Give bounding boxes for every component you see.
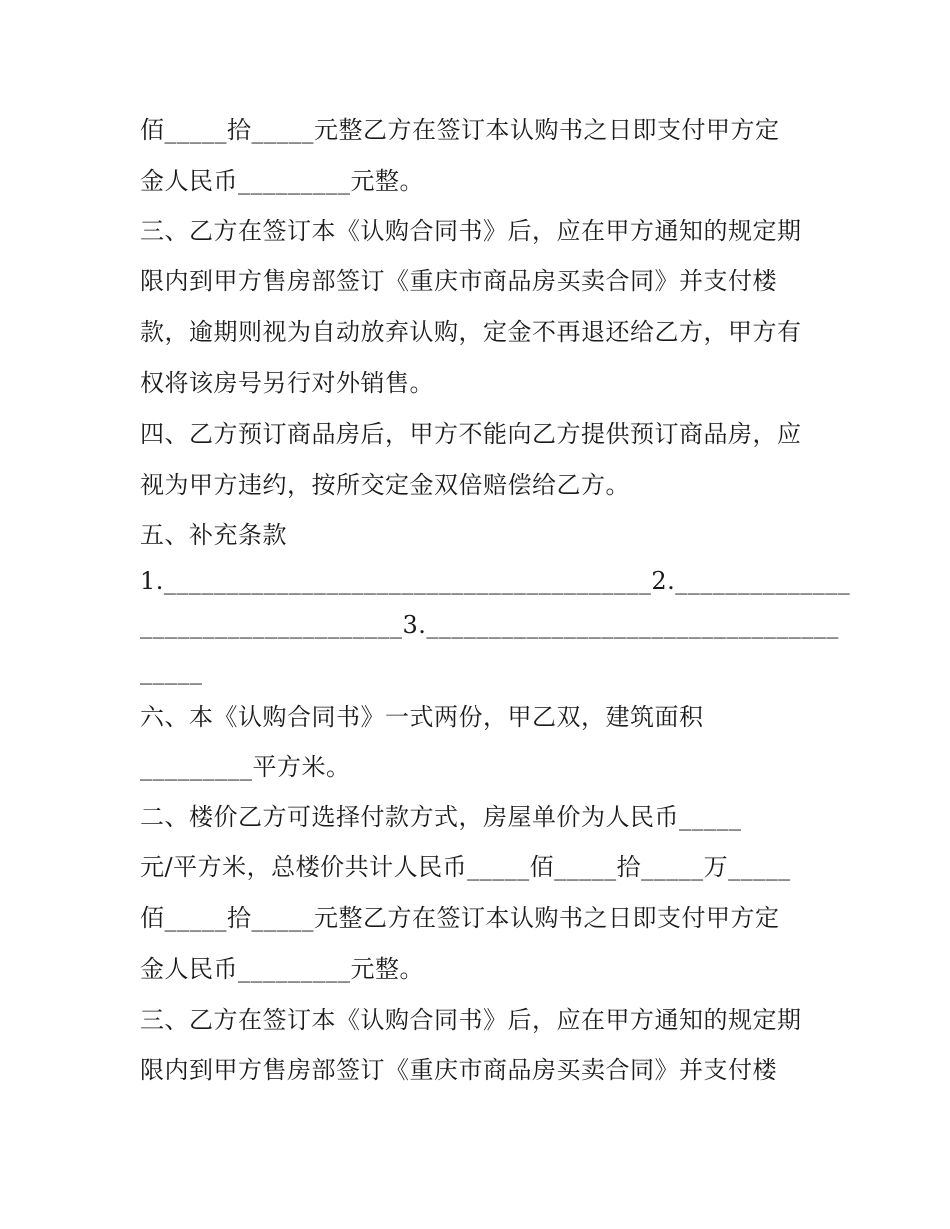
text-line: _________平方米。 [140,753,351,781]
text-line: _____ [140,657,203,685]
text-line: 佰_____拾_____元整乙方在签订本认购书之日即支付甲方定 [140,116,780,144]
text-line: 视为甲方违约，按所交定金双倍赔偿给乙方。 [140,471,630,499]
text-line: 权将该房号另行对外销售。 [140,369,434,397]
text-line: 金人民币_________元整。 [140,167,424,195]
text-line: 六、本《认购合同书》一式两份，甲乙双，建筑面积 [140,703,704,731]
text-line: 元/平方米，总楼价共计人民币_____佰_____拾_____万_____ [140,853,791,881]
text-line: 四、乙方预订商品房后，甲方不能向乙方提供预订商品房，应 [140,420,802,448]
text-line: 金人民币_________元整。 [140,955,424,983]
text-line: 1._______________________________________2.______________ [140,567,851,595]
text-line: 款，逾期则视为自动放弃认购，定金不再退还给乙方，甲方有 [140,318,802,346]
section-heading: 五、补充条款 [140,521,287,549]
text-line: _____________________3._________________________________ [140,611,839,639]
text-line: 佰_____拾_____元整乙方在签订本认购书之日即支付甲方定 [140,904,780,932]
text-line: 三、乙方在签订本《认购合同书》后，应在甲方通知的规定期 [140,217,802,245]
text-line: 三、乙方在签订本《认购合同书》后，应在甲方通知的规定期 [140,1006,802,1034]
text-line: 二、楼价乙方可选择付款方式，房屋单价为人民币_____ [140,803,742,831]
text-line: 限内到甲方售房部签订《重庆市商品房买卖合同》并支付楼 [140,267,777,295]
text-line: 限内到甲方售房部签订《重庆市商品房买卖合同》并支付楼 [140,1056,777,1084]
